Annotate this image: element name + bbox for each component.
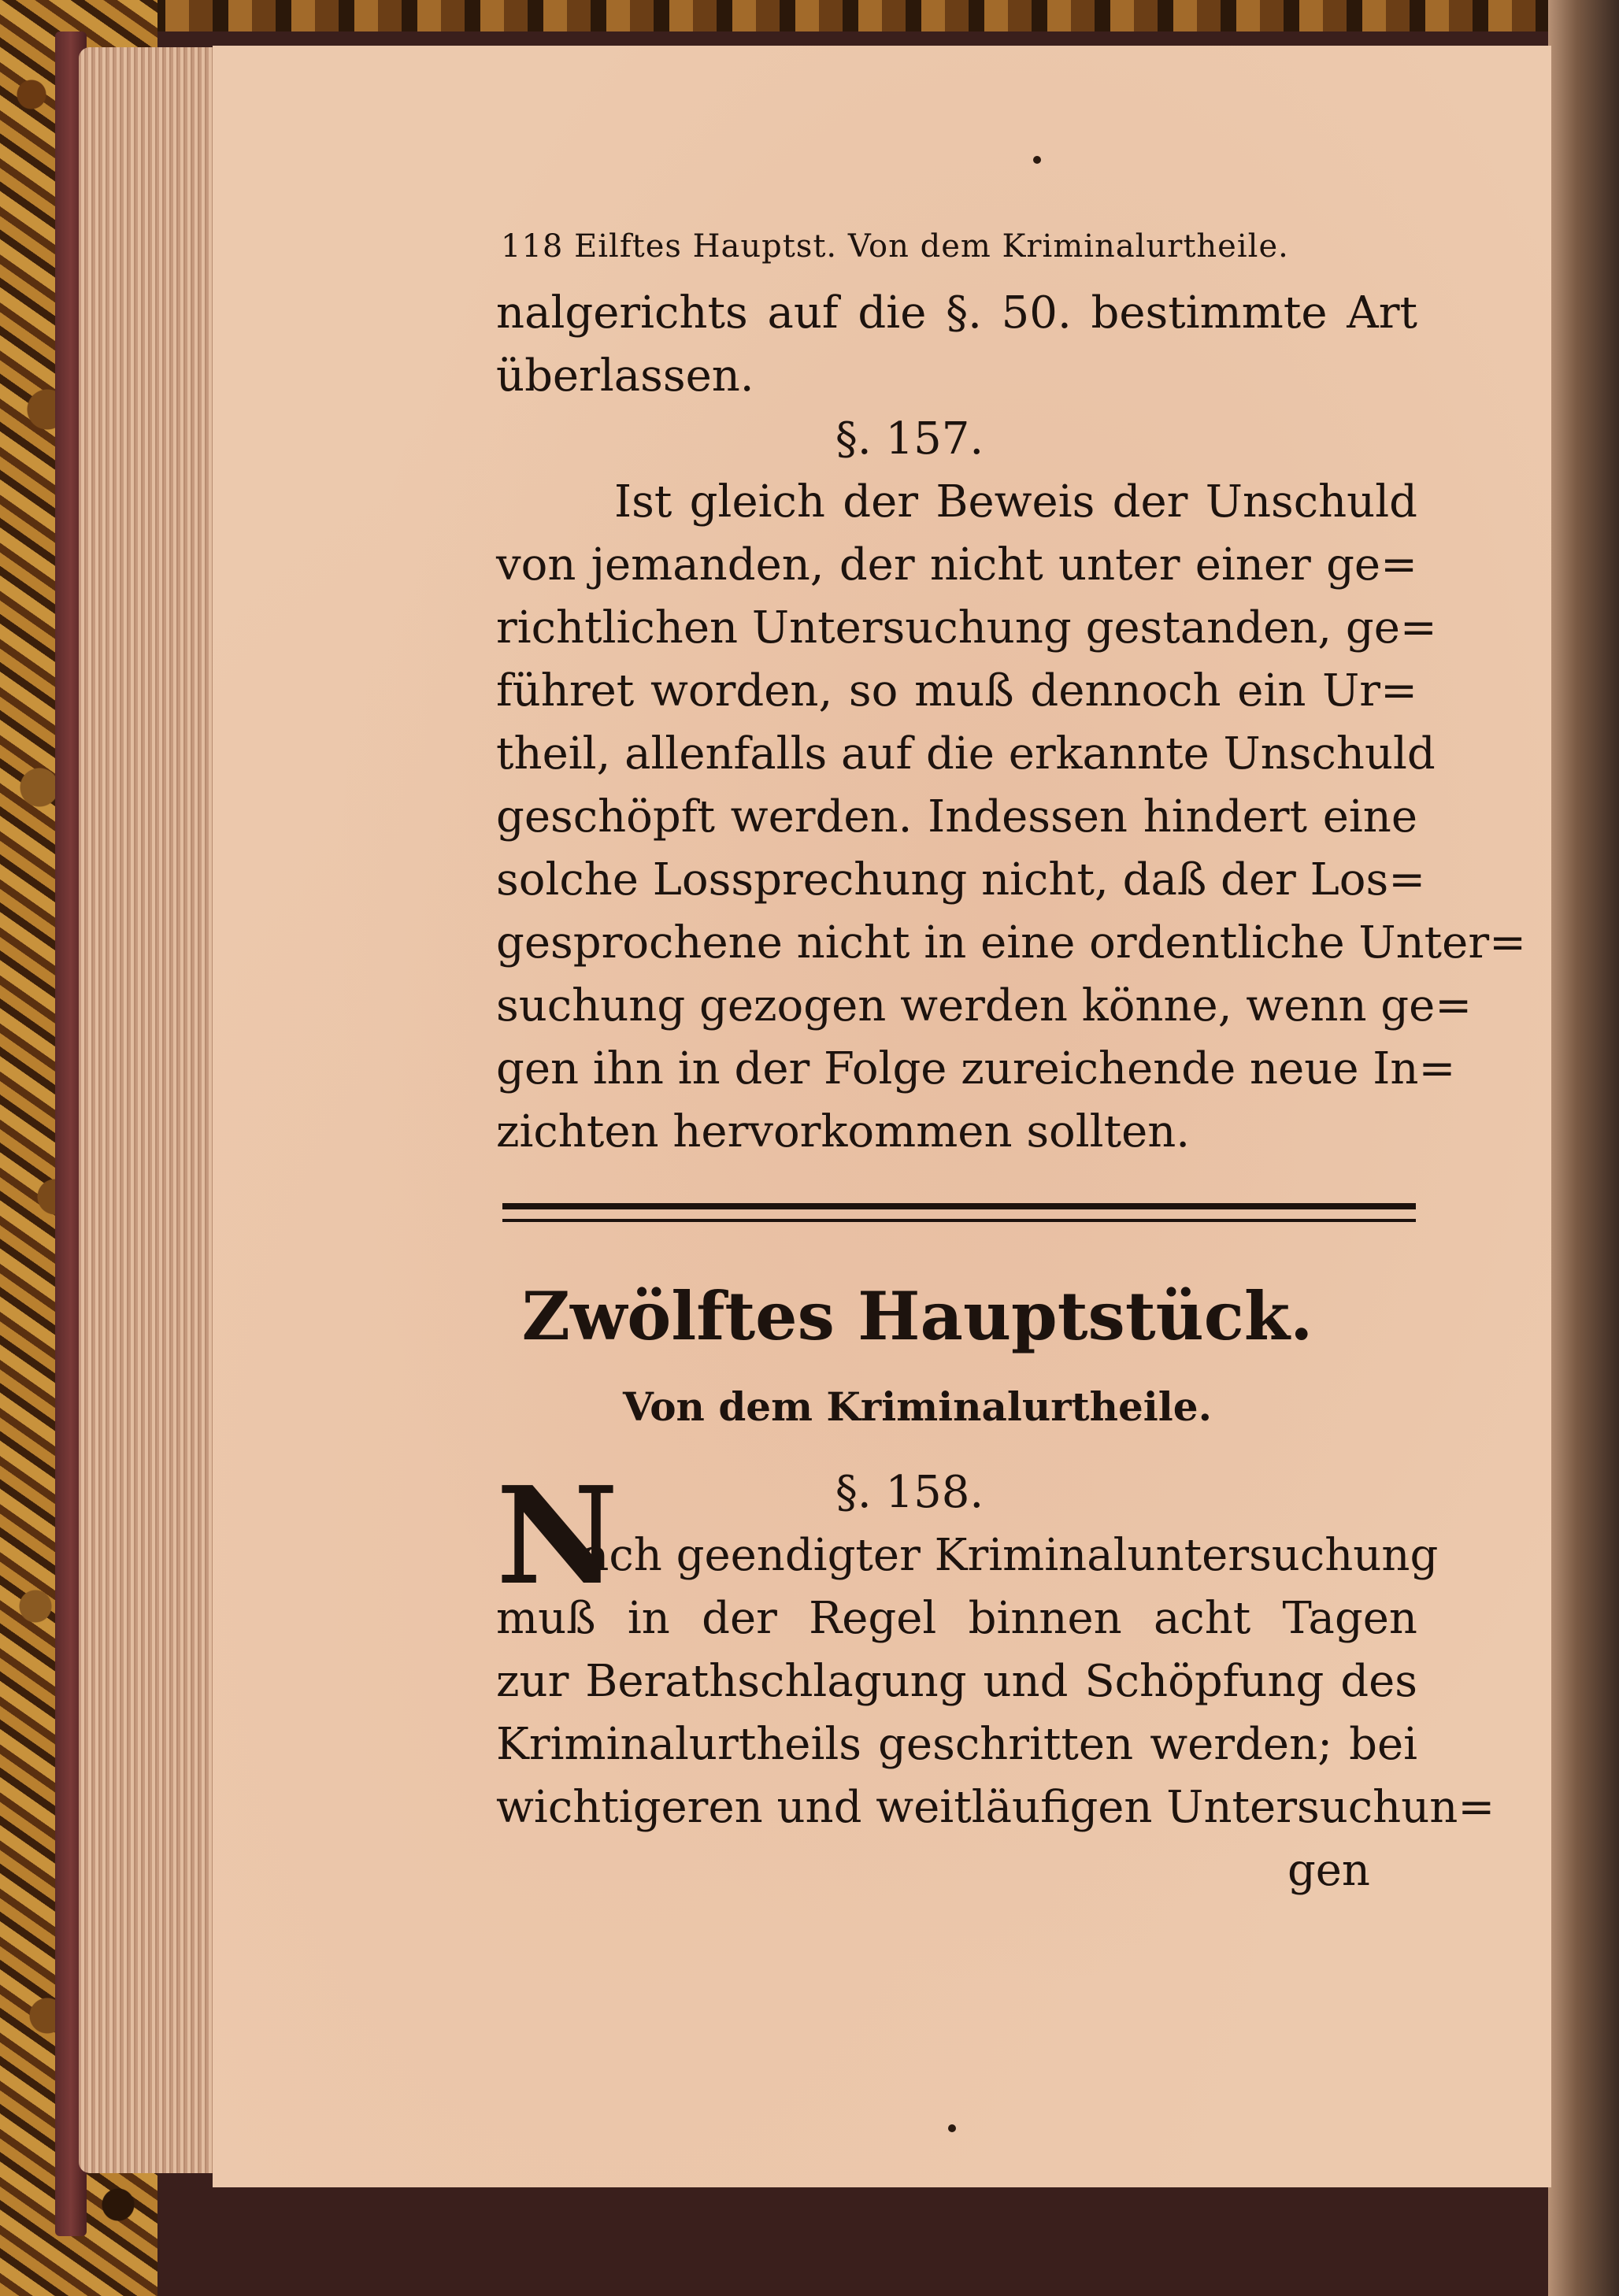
facing-page-edge	[1548, 0, 1619, 2296]
text-line: überlassen.	[496, 350, 754, 402]
text-line: wichtigeren und weitläufigen Untersuchun=	[496, 1782, 1495, 1833]
page-stack-edge	[79, 47, 228, 2173]
chapter-divider-rule	[502, 1203, 1416, 1222]
page-text	[496, 228, 1527, 1902]
section-number-158: §. 158.	[835, 1467, 984, 1518]
section-number-157: §. 157.	[835, 413, 984, 465]
chapter-subtitle: Von dem Kriminalurtheile.	[623, 1383, 1212, 1430]
text-line: richtlichen Untersuchung gestanden, ge=	[496, 602, 1437, 654]
text-line: nalgerichts auf die §. 50. bestimmte Art	[496, 287, 1417, 339]
text-line: muß in der Regel binnen acht Tagen	[496, 1593, 1417, 1644]
text-line: theil, allenfalls auf die erkannte Unschuld	[496, 728, 1436, 780]
catchword: gen	[1287, 1845, 1370, 1896]
running-head: 118 Eilftes Hauptst. Von dem Kriminalurtheile.	[501, 228, 1289, 265]
ink-speck	[1033, 156, 1041, 164]
text-line: führet worden, so muß dennoch ein Ur=	[496, 665, 1417, 717]
text-line: Ist gleich der Beweis der Unschuld	[614, 476, 1417, 528]
section-158	[496, 1457, 1495, 1902]
text-line: zur Berathschlagung und Schöpfung des	[496, 1656, 1417, 1707]
text-line: ach geendigter Kriminaluntersuchung	[583, 1530, 1439, 1581]
text-line: von jemanden, der nicht unter einer ge=	[496, 539, 1417, 591]
ink-speck	[948, 2124, 956, 2132]
drop-cap-initial: N	[496, 1457, 619, 1615]
chapter-title: Zwölftes Hauptstück.	[521, 1277, 1313, 1355]
text-line: gen ihn in der Folge zureichende neue In=	[496, 1043, 1456, 1094]
text-line: solche Lossprechung nicht, daß der Los=	[496, 854, 1426, 905]
text-line: zichten hervorkommen sollten.	[496, 1106, 1191, 1157]
text-line: Kriminalurtheils geschritten werden; bei	[496, 1719, 1417, 1770]
text-line: suchung gezogen werden könne, wenn ge=	[496, 980, 1473, 1031]
text-line: gesprochene nicht in eine ordentliche Unter=	[496, 917, 1527, 968]
text-line: geschöpft werden. Indessen hindert eine	[496, 791, 1417, 842]
cover-top-edge	[0, 0, 1619, 31]
